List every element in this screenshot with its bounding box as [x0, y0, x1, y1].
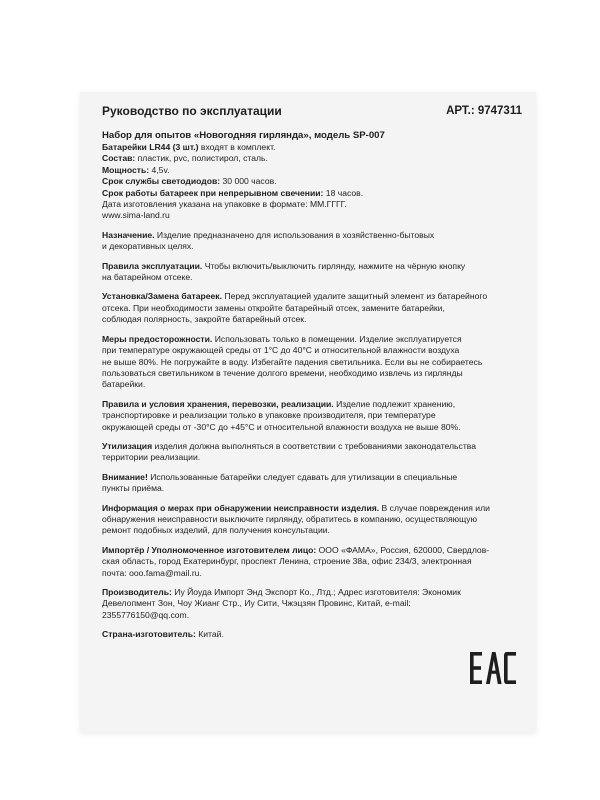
section-text: Перед эксплуатацией удалите защитный элемент из батарейного [222, 291, 488, 302]
section-malfunction-info [102, 503, 522, 537]
section-text: соблюдая полярность, закройте батарейный отсек. [102, 314, 307, 325]
section-heading: Правила эксплуатации. [102, 260, 203, 271]
section-text: и декоративных целях. [102, 241, 194, 252]
section-purpose [102, 230, 522, 253]
spec-label: Батарейки LR44 (3 шт.) [102, 142, 199, 152]
spec-label: Срок работы батареек при непрерывном свечении: [102, 187, 324, 198]
product-name: Набор для опытов «Новогодняя гирлянда», модель SP-007 [102, 130, 385, 141]
section-text: Изделие подлежит хранению, [333, 398, 456, 409]
spec-material [102, 153, 522, 164]
spec-power [102, 165, 522, 176]
section-text: пункты приёма. [102, 483, 165, 494]
article-number: АРТ.: 9747311 [446, 105, 522, 117]
section-heading: Установка/Замена батареек. [102, 291, 222, 302]
section-producer [102, 587, 522, 621]
section-text: транспортировке и реализации только в упаковке производителя, при температуре [102, 410, 436, 421]
product-specs [102, 142, 522, 222]
section-text: отсека. При необходимости замены откройте батарейный отсек, замените батарейки, [102, 302, 445, 313]
section-text: батарейки. [102, 379, 146, 390]
instruction-sheet [80, 92, 536, 732]
section-operation-rules [102, 261, 522, 284]
section-text: ская область, город Екатеринбург, проспект Ленина, строение 38а, офис 234/3, электронная [102, 556, 472, 567]
spec-value: входят в комплект. [198, 142, 276, 152]
spec-value: пластик, pvc, полистирол, сталь. [135, 153, 268, 164]
section-precautions [102, 334, 522, 391]
section-text: Китай. [195, 629, 224, 640]
section-storage [102, 399, 522, 433]
section-text: почта: ooo.fama@mail.ru. [102, 567, 202, 578]
section-text: Девелопмент Зон, Чоу Жианг Стр., Иу Сити, Чжэцзян Провинс, Китай, e-mail: [102, 598, 411, 609]
spec-label: Мощность: [102, 164, 150, 175]
section-text: территории реализации. [102, 452, 201, 463]
section-attention [102, 472, 522, 495]
spec-label: Срок службы светодиодов: [102, 176, 221, 187]
section-text: ремонт подобных изделий, для получения консультации. [102, 525, 330, 536]
section-country [102, 629, 522, 640]
section-text: изделия должна выполняться в соответствии с требованиями законодательства [152, 440, 477, 451]
section-heading: Утилизация [102, 440, 153, 451]
spec-battery-runtime [102, 188, 522, 199]
spec-label: Состав: [102, 153, 136, 164]
section-text: не выше 80%. Не погружайте в воду. Избегайте падения светильника. Если вы не собираетесь [102, 356, 483, 367]
section-text: В случае повреждения или [379, 502, 490, 513]
spec-value: 30 000 часов. [220, 176, 277, 187]
section-text: Иу Йоуда Импорт Энд Экспорт Ко., Лтд.; Адрес изготовителя: Экономик [171, 587, 461, 597]
section-importer [102, 545, 522, 579]
spec-value: 18 часов. [323, 187, 364, 198]
section-heading: Назначение. [102, 229, 155, 240]
section-heading: Внимание! [102, 471, 148, 482]
spec-value: 4,5v. [149, 164, 170, 175]
section-text: Использованные батарейки следует сдавать для утилизации в специальные [147, 471, 458, 482]
section-heading: Правила и условия хранения, перевозки, реализации. [102, 398, 334, 409]
manufacture-date-note: Дата изготовления указана на упаковке в формате: ММ.ГГГГ. [102, 199, 347, 210]
website: www.sima-land.ru [102, 210, 170, 221]
section-text: Чтобы включить/выключить гирлянду, нажмите на чёрную кнопку [202, 260, 466, 271]
section-text: Изделие предназначено для использования в хозяйственно-бытовых [154, 229, 435, 240]
section-text: ООО «ФАМА», Россия, 620000, Свердлов- [316, 544, 490, 555]
section-text: Использовать только в помещении. Изделие эксплуатируется [212, 333, 462, 344]
spec-led-life [102, 176, 522, 187]
section-text: окружающей среды от -30°С до +45°С и относительной влажности воздуха не выше 80%. [102, 421, 461, 432]
section-text: пользоваться светильником в течение долгого времени, необходимо извлечь из гирлянды [102, 367, 463, 378]
section-battery-install [102, 291, 522, 325]
section-heading: Импортёр / Уполномоченное изготовителем лицо: [102, 544, 317, 555]
section-disposal [102, 441, 522, 464]
section-text: при температуре окружающей среды от 1°С до 40°С и относительной влажности воздуха [102, 345, 460, 356]
section-text: 2355776150@qq.com. [102, 609, 190, 620]
section-heading: Производитель: [102, 587, 172, 597]
section-heading: Страна-изготовитель: [102, 629, 196, 640]
eac-certification-icon [468, 648, 518, 688]
section-text: на батарейном отсеке. [102, 272, 193, 283]
document-content [102, 106, 522, 641]
section-heading: Информация о мерах при обнаружении неисправности изделия. [102, 502, 380, 513]
section-text: обнаружения неисправности выключите гирлянду, обратитесь в компанию, осуществляющую [102, 513, 478, 524]
document-title: Руководство по эксплуатации [102, 104, 282, 118]
spec-batteries [102, 142, 522, 153]
document-header [102, 106, 522, 124]
section-heading: Меры предосторожности. [102, 333, 213, 344]
